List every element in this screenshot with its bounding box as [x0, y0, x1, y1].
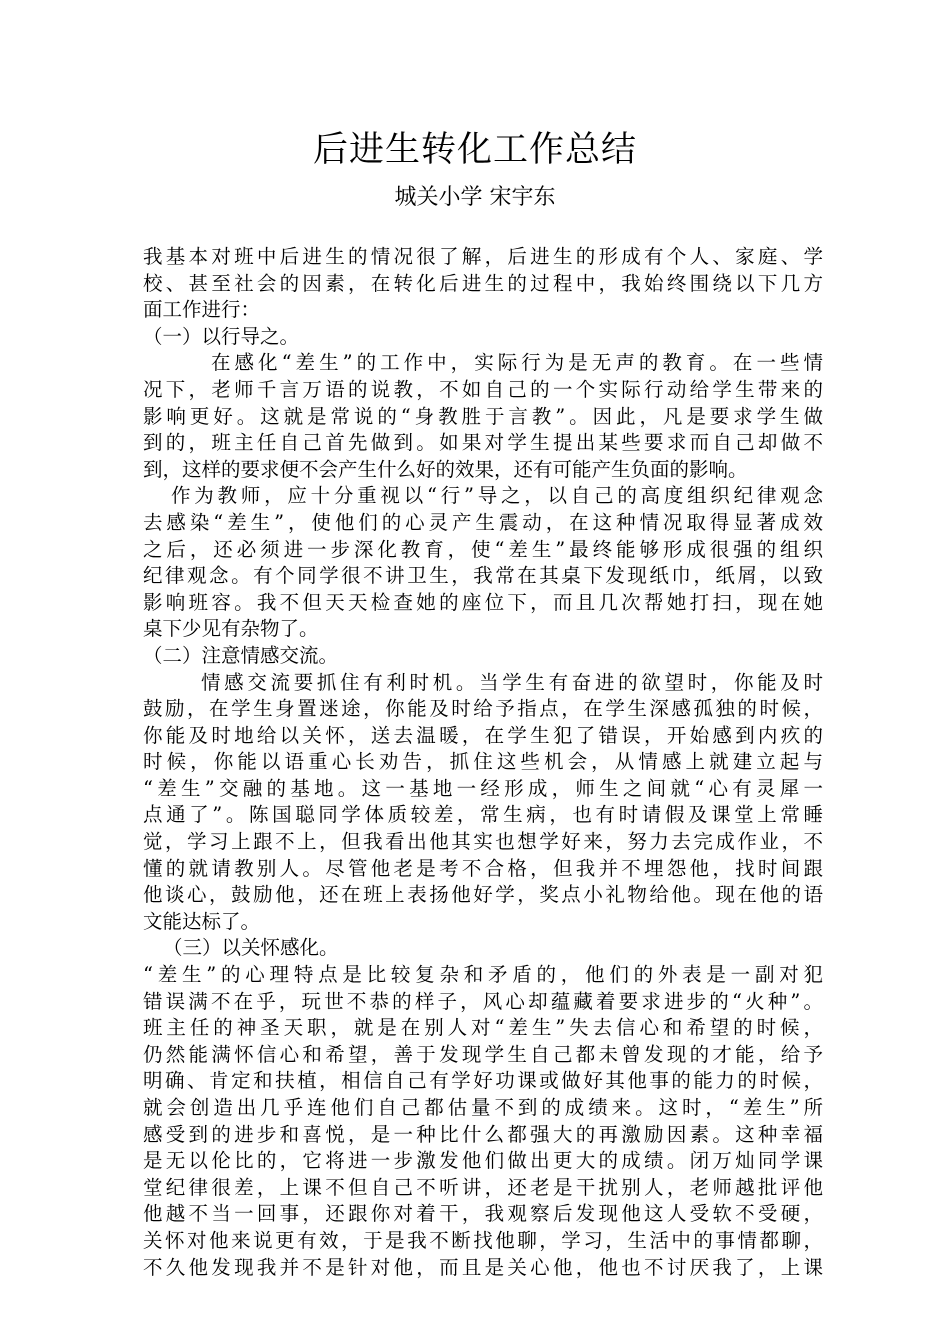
text-line: 关怀对他来说更有效，于是我不断找他聊，学习，生活中的事情都聊， — [143, 1228, 823, 1252]
text-line: 面工作进行： — [143, 298, 261, 322]
text-line: 点通了”。陈国聪同学体质较差，常生病，也有时请假及课堂上常睡 — [143, 803, 823, 827]
text-line: 就会创造出几乎连他们自己都估量不到的成绩来。这时，“差生”所 — [143, 1096, 823, 1119]
text-line: 情感交流要抓住有利时机。当学生有奋进的欲望时，你能及时 — [201, 670, 823, 694]
text-line: 校、甚至社会的因素，在转化后进生的过程中，我始终围绕以下几方 — [143, 271, 823, 295]
text-line: 是无以伦比的，它将进一步激发他们做出更大的成绩。闭万灿同学课 — [143, 1149, 823, 1173]
text-line: 鼓励，在学生身置迷途，你能及时给予指点，在学生深感孤独的时候， — [143, 697, 823, 721]
text-line: 影响更好。这就是常说的“身教胜于言教”。因此，凡是要求学生做 — [143, 404, 823, 428]
text-line: 桌下少见有杂物了。 — [143, 617, 319, 641]
text-line: 去感染“差生”，使他们的心灵产生震动，在这种情况取得显著成效 — [143, 510, 823, 534]
text-line: 时候，你能以语重心长劝告，抓住这些机会，从情感上就建立起与 — [143, 750, 823, 774]
text-line: 之后，还必须进一步深化教育，使“差生”最终能够形成很强的组织 — [143, 537, 823, 561]
text-line: “差生”的心理特点是比较复杂和矛盾的，他们的外表是一副对犯 — [143, 963, 823, 987]
text-line: 影响班容。我不但天天检查她的座位下，而且几次帮她打扫，现在她 — [143, 590, 823, 614]
text-line: 他谈心，鼓励他，还在班上表扬他好学，奖点小礼物给他。现在他的语 — [143, 883, 823, 907]
text-line: 班主任的神圣天职，就是在别人对“差生”失去信心和希望的时候， — [143, 1016, 823, 1040]
text-line: （三）以关怀感化。 — [163, 936, 339, 960]
text-line: “差生”交融的基地。这一基地一经形成，师生之间就“心有灵犀一 — [143, 776, 823, 800]
text-line: 他越不当一回事，还跟你对着干，我观察后发现他这人受软不受硬， — [143, 1202, 823, 1226]
text-line: 明确、肯定和扶植，相信自己有学好功课或做好其他事的能力的时候， — [143, 1069, 823, 1093]
document-title: 后进生转化工作总结 — [312, 130, 637, 170]
text-line: 在感化“差生”的工作中，实际行为是无声的教育。在一些情 — [211, 351, 823, 375]
document-body — [143, 244, 823, 1281]
text-line: 到，这样的要求便不会产生什么好的效果，还有可能产生负面的影响。 — [143, 457, 748, 481]
text-line: （二）注意情感交流。 — [143, 643, 339, 667]
text-line: 错误满不在乎，玩世不恭的样子，风心却蕴藏着要求进步的“火种”。 — [143, 989, 823, 1013]
text-line: 我基本对班中后进生的情况很了解，后进生的形成有个人、家庭、学 — [143, 245, 823, 268]
text-line: 你能及时地给以关怀，送去温暖，在学生犯了错误，开始感到内疚的 — [143, 723, 823, 747]
text-line: 仍然能满怀信心和希望，善于发现学生自己都未曾发现的才能，给予 — [143, 1042, 823, 1066]
text-line: 作为教师，应十分重视以“行”导之，以自己的高度组织纪律观念 — [171, 484, 823, 508]
text-line: 况下，老师千言万语的说教，不如自己的一个实际行动给学生带来的 — [143, 377, 823, 401]
text-line: 到的，班主任自己首先做到。如果对学生提出某些要求而自己却做不 — [143, 431, 823, 455]
text-line: 文能达标了。 — [143, 909, 261, 933]
text-line: 不久他发现我并不是针对他，而且是关心他，他也不讨厌我了，上课 — [143, 1255, 823, 1279]
text-line: 觉，学习上跟不上，但我看出他其实也想学好来，努力去完成作业，不 — [143, 830, 823, 854]
text-line: （一）以行导之。 — [143, 324, 300, 348]
text-line: 懂的就请教别人。尽管他老是考不合格，但我并不埋怨他，找时间跟 — [143, 856, 823, 880]
text-line: 纪律观念。有个同学很不讲卫生，我常在其桌下发现纸巾，纸屑，以致 — [143, 564, 823, 588]
text-line: 感受到的进步和喜悦，是一种比什么都强大的再激励因素。这种幸福 — [143, 1122, 823, 1146]
document-author: 城关小学 宋宇东 — [394, 185, 556, 210]
text-line: 堂纪律很差，上课不但自己不听讲，还老是干扰别人，老师越批评他 — [143, 1175, 823, 1199]
